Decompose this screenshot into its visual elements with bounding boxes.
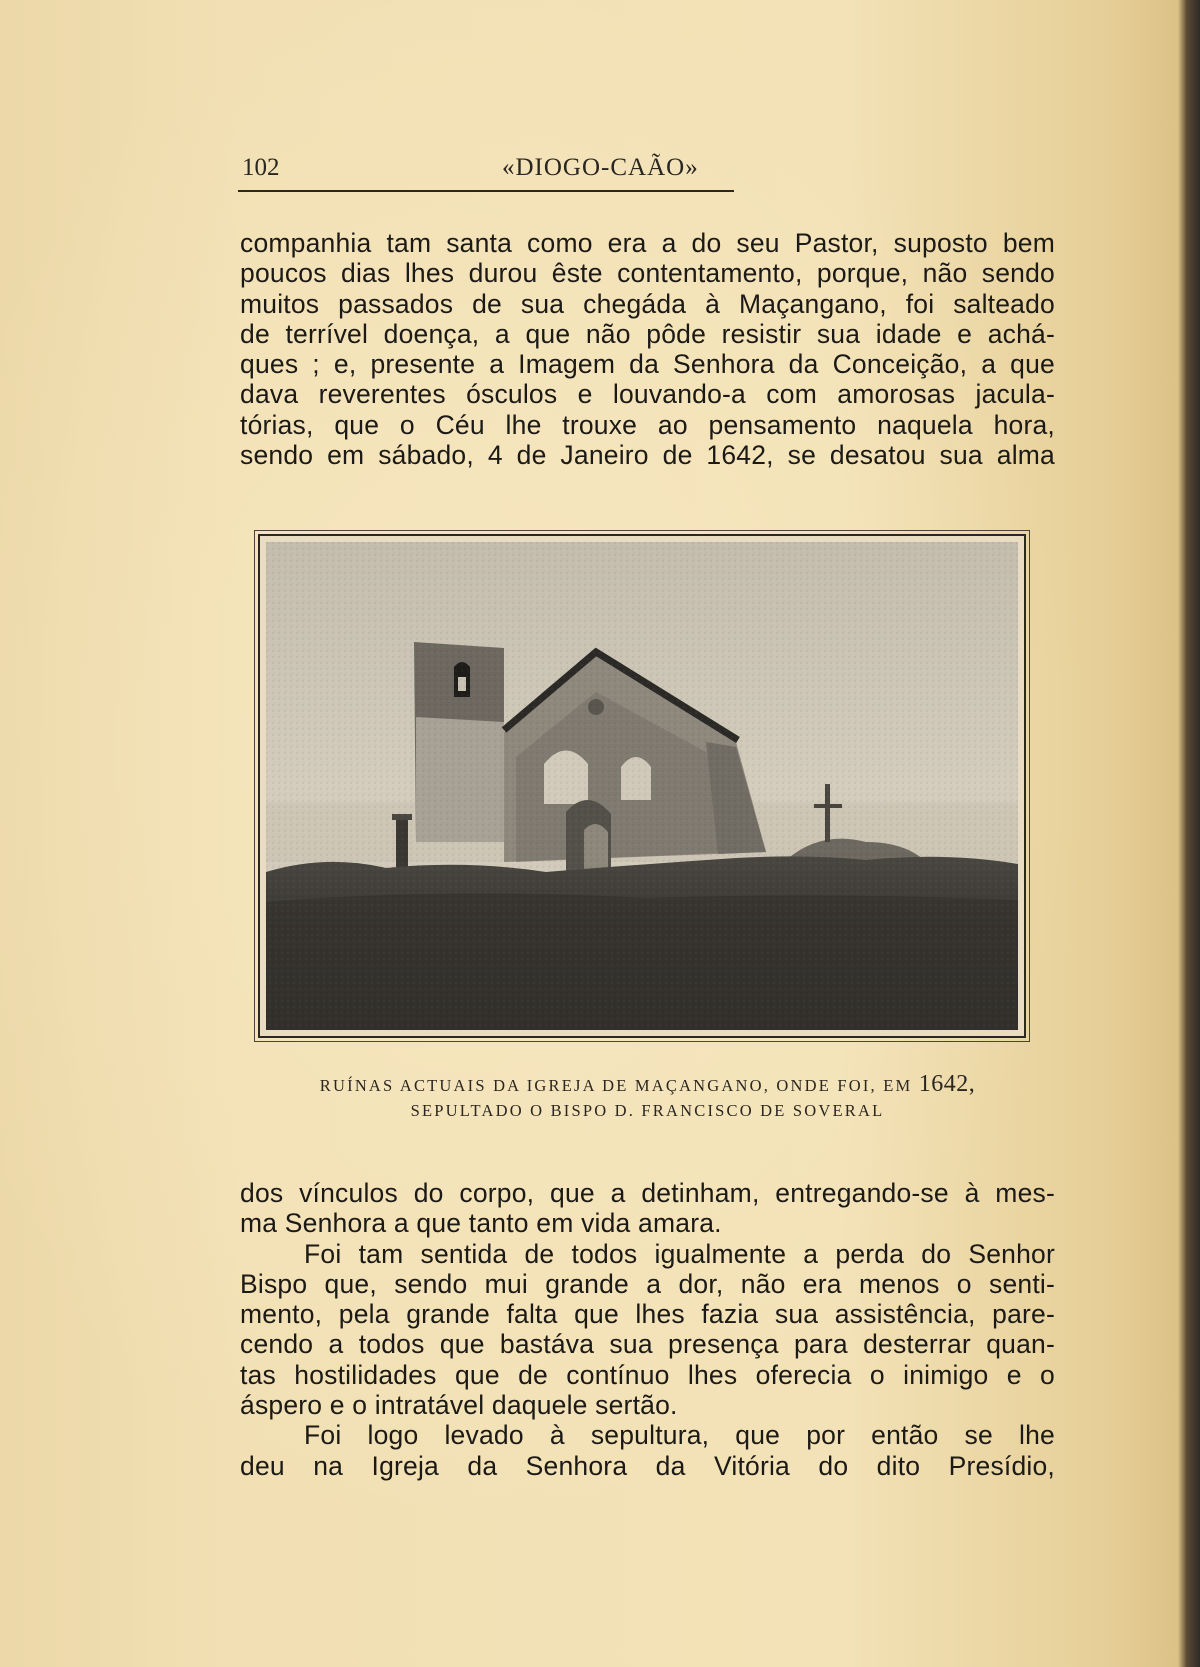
photo-image [266,542,1018,1030]
text-line: dos vínculos do corpo, que a detinham, entregando-se à mes- [240,1178,1055,1208]
text-line: de terrível doença, a que não pôde resistir sua idade e achá- [240,318,1055,349]
text-line: poucos dias lhes durou êste contentamento, porque, não sendo [240,258,1055,289]
paragraph-top [240,228,1055,470]
church-ruins-illustration [266,542,1018,1030]
text-line: muitos passados de sua chegáda à Maçangano, foi salteado [240,288,1055,319]
text-line: companhia tam santa como era a do seu Pastor, suposto bem [240,228,1055,258]
text-line: tórias, que o Céu lhe trouxe ao pensamento naquela hora, [240,409,1055,440]
text-line: Foi tam sentida de todos igualmente a perda do Senhor [304,1238,1055,1269]
text-line: ques ; e, presente a Imagem da Senhora da Conceição, a que [240,349,1055,380]
text-line: Foi logo levado à sepultura, que por então se lhe [304,1420,1055,1451]
church-ruins-photo [258,534,1026,1038]
text-line: deu na Igreja da Senhora da Vitória do dito Presídio, [240,1450,1055,1481]
caption-line-1 [240,1072,1055,1098]
text-line: sendo em sábado, 4 de Janeiro de 1642, se desatou sua alma [240,440,1055,471]
text-line: mento, pela grande falta que lhes fazia sua assistência, pare- [240,1299,1055,1330]
caption-text: RUÍNAS ACTUAIS DA IGREJA DE MAÇANGANO, ONDE FOI, EM [319,1076,919,1095]
caption-year: 1642, [918,1071,976,1097]
photo-caption [240,1072,1055,1123]
running-title: «DIOGO-CAÃO» [502,154,699,181]
page-number: 102 [242,154,280,181]
page-header [238,150,734,192]
text-line: tas hostilidades que de contínuo lhes oferecia o inimigo e o [240,1359,1055,1390]
text-line: dava reverentes ósculos e louvando-a com amorosas jacula- [240,379,1055,410]
text-line: áspero e o intratável daquele sertão. [240,1390,678,1421]
text-line: ma Senhora a que tanto em vida amara. [240,1208,722,1239]
page-edge [1178,0,1200,1667]
text-line: cendo a todos que bastáva sua presença para desterrar quan- [240,1329,1055,1360]
paragraph-bottom [240,1178,1055,1481]
caption-line-2: SEPULTADO O BISPO D. FRANCISCO DE SOVERAL [410,1101,885,1120]
text-line: Bispo que, sendo mui grande a dor, não era menos o senti- [240,1268,1055,1299]
